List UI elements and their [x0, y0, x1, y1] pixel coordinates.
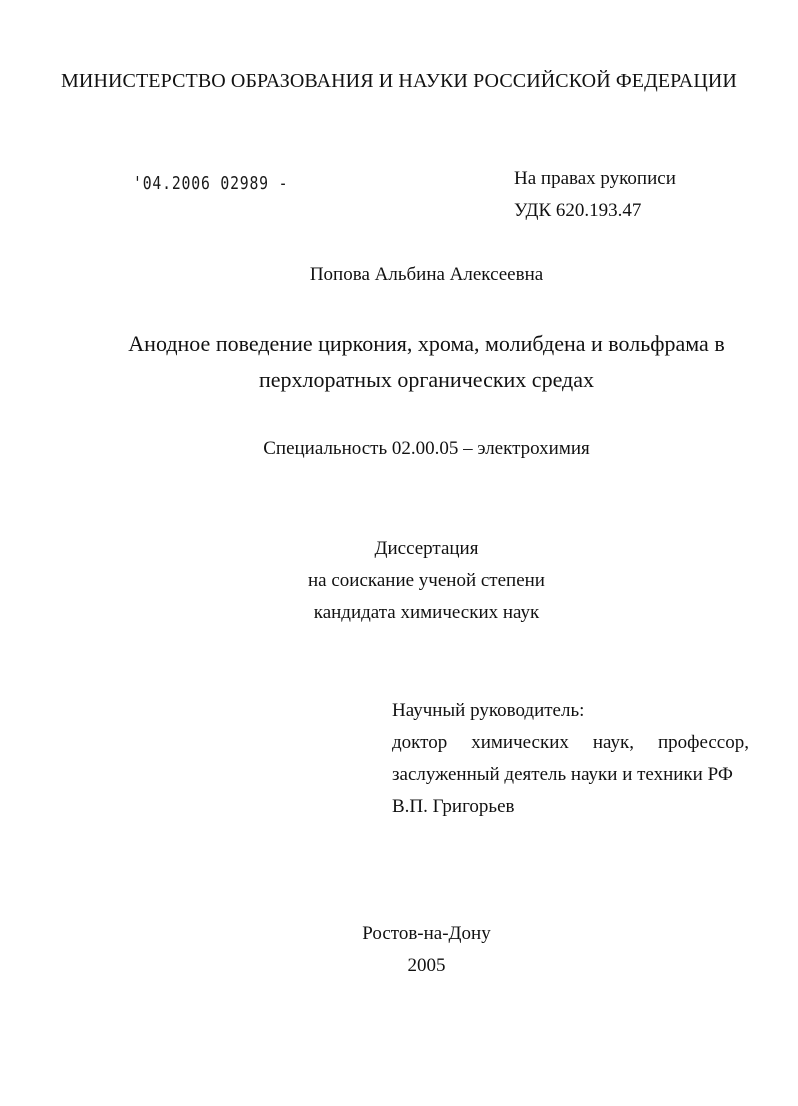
- specialty-line: Специальность 02.00.05 – электрохимия: [263, 438, 590, 459]
- title-line-2: перхлоратных органических средах: [258, 367, 595, 392]
- dissertation-title: [0, 326, 798, 398]
- udk-code: УДК 620.193.47: [514, 200, 642, 221]
- author-name: Попова Альбина Алексеевна: [309, 264, 544, 285]
- city-year-block: [0, 918, 798, 982]
- supervisor-honor: заслуженный деятель науки и техники РФ: [392, 764, 733, 785]
- year: 2005: [407, 955, 446, 976]
- dissertation-label: Диссертация: [374, 538, 479, 559]
- degree-purpose: на соискание ученой степени: [308, 570, 545, 591]
- supervisor-degree-word: наук,: [592, 732, 634, 753]
- manuscript-rights-label: На правах рукописи: [514, 168, 676, 189]
- supervisor-name: В.П. Григорьев: [392, 796, 515, 817]
- supervisor-degree: [392, 727, 749, 759]
- supervisor-degree-word: химических: [471, 732, 569, 753]
- ministry-heading: МИНИСТЕРСТВО ОБРАЗОВАНИЯ И НАУКИ РОССИЙСКОЙ ФЕДЕРАЦИИ: [61, 70, 737, 92]
- supervisor-degree-word: профессор,: [657, 732, 749, 753]
- supervisor-block: [392, 695, 749, 823]
- city: Ростов-на-Дону: [362, 923, 491, 944]
- title-line-1: Анодное поведение циркония, хрома, молибдена и вольфрама в: [128, 331, 725, 356]
- dissertation-degree-block: [0, 533, 798, 629]
- archive-stamp-number: '04.2006 02989 -: [133, 173, 289, 194]
- supervisor-heading: Научный руководитель:: [392, 700, 585, 721]
- supervisor-degree-word: доктор: [392, 732, 448, 753]
- degree-name: кандидата химических наук: [313, 602, 540, 623]
